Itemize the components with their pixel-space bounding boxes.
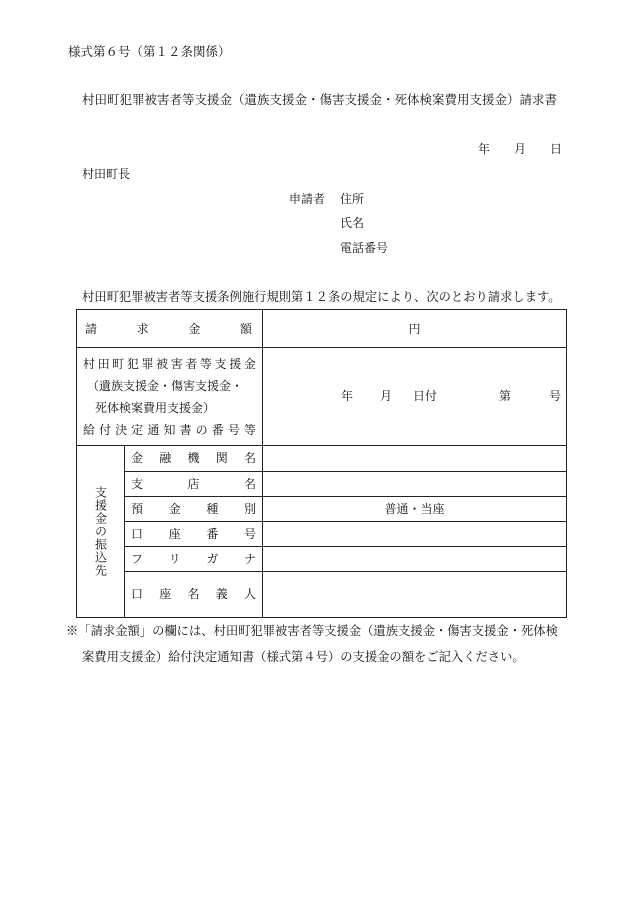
furigana-label: フ リ ガ ナ (131, 551, 256, 566)
account-number-label-cell (125, 521, 263, 546)
amount-input[interactable] (263, 310, 567, 348)
notice-label-line4: 給 付 決 定 通 知 書 の 番 号 等 (83, 422, 256, 437)
amount-label-cell (77, 310, 263, 348)
branch-label: 支 店 名 (131, 476, 256, 491)
furigana-input[interactable] (263, 546, 567, 571)
notice-number-input[interactable] (263, 348, 567, 446)
account-type-label: 預 金 種 別 (131, 501, 256, 516)
transfer-label-cell (77, 446, 125, 618)
branch-input[interactable] (263, 471, 567, 496)
applicant-address-label: 住所 (340, 192, 365, 206)
notice-label-line2: （遺族支援金・傷害支援金・ (87, 378, 244, 393)
note-line-2: 案費用支援金）給付決定通知書（様式第４号）の支援金の額をご記入ください。 (82, 650, 525, 664)
branch-label-cell (125, 471, 263, 496)
applicant-name-label: 氏名 (340, 216, 365, 230)
amount-unit: 円 (408, 321, 421, 336)
notice-label-cell (77, 348, 263, 446)
transfer-label: 支援金の振込先 (93, 486, 108, 578)
account-number-label: 口 座 番 号 (131, 526, 256, 541)
date-year: 年 (478, 142, 491, 156)
bank-name-label-cell (125, 446, 263, 471)
date-month: 月 (514, 142, 527, 156)
account-holder-input[interactable] (263, 571, 567, 617)
date-day: 日 (550, 142, 563, 156)
account-type-label-cell (125, 496, 263, 521)
furigana-label-cell (125, 546, 263, 571)
notice-label-line1: 村 田 町 犯 罪 被 害 者 等 支 援 金 (83, 356, 256, 371)
account-type-input[interactable] (263, 496, 567, 521)
request-form-table (76, 309, 567, 618)
account-holder-label: 口 座 名 義 人 (131, 587, 256, 602)
applicant-phone-label: 電話番号 (340, 241, 389, 255)
addressee: 村田町長 (82, 167, 131, 181)
account-type-options: 普通・当座 (384, 501, 445, 516)
date-line (478, 143, 562, 155)
intro-text: 村田町犯罪被害者等支援条例施行規則第１２条の規定により、次のとおり請求します。 (82, 290, 561, 304)
notice-label-line3: 死体検案費用支援金） (95, 400, 216, 415)
notice-value: 年 月 日付 第 号 (341, 388, 562, 403)
applicant-label: 申請者 (289, 192, 326, 206)
account-number-input[interactable] (263, 521, 567, 546)
amount-label: 請 求 金 額 (85, 321, 252, 336)
bank-name-input[interactable] (263, 446, 567, 471)
note-line-1: ※「請求金額」の欄には、村田町犯罪被害者等支援金（遺族支援金・傷害支援金・死体検 (66, 624, 558, 638)
form-number: 様式第６号（第１２条関係） (68, 44, 231, 59)
document-title: 村田町犯罪被害者等支援金（遺族支援金・傷害支援金・死体検案費用支援金）請求書 (82, 92, 558, 107)
account-holder-label-cell (125, 571, 263, 617)
bank-name-label: 金 融 機 関 名 (131, 451, 256, 466)
